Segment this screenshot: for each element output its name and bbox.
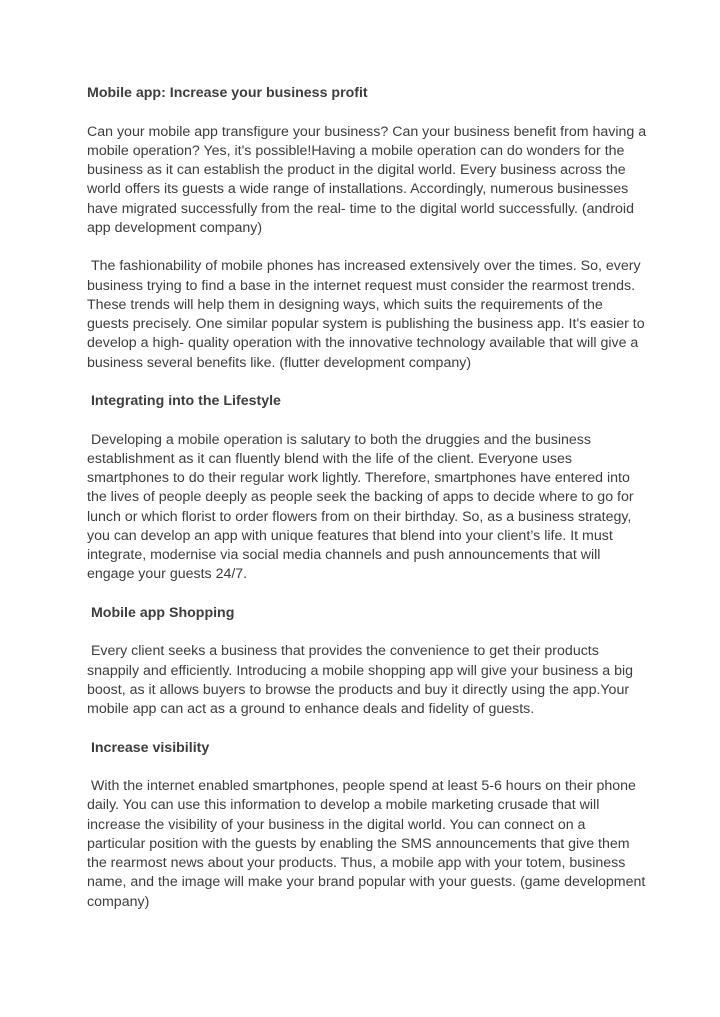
lifestyle-paragraph: Developing a mobile operation is salutary to both the druggies and the business establishment as it can fluently blend with the life of the client. Everyone uses smartphones to do their regular work lightly. Therefore, smartphones have entered into the lives of people deeply as people seek the backing of apps to decide where to go for lunch or which florist to order flowers from on their birthday. So, as a business strategy, you can develop an app with unique features that blend into your client’s life. It must integrate, modernise via social media channels and push announcements that will engage your guests 24/7. [87,431,638,583]
spacer [87,719,647,738]
shopping-heading: Mobile app Shopping [87,604,235,621]
spacer [87,411,647,430]
lifestyle-heading: Integrating into the Lifestyle [87,393,281,409]
spacer [87,238,647,257]
spacer [87,758,647,777]
spacer [87,373,647,392]
spacer [87,585,647,604]
shopping-paragraph: Every client seeks a business that provides the convenience to get their products snappily and efficiently. Introducing a mobile shopping app will give your business a big boost, as it allows buyers to browse the products and buy it directly using the app.Your mobile app can act as a ground to enhance deals and fidelity of guests. [87,643,637,717]
document-title: Mobile app: Increase your business profit [87,85,368,101]
spacer [87,103,647,122]
spacer [87,623,647,642]
visibility-paragraph: With the internet enabled smartphones, people spend at least 5-6 hours on their phone daily. You can use this information to develop a mobile marketing crusade that will increase the visibility of your business in the digital world. You can connect on a particular position with the guests by enabling the SMS announcements that give them the rearmost news about your products. Thus, a mobile app with your totem, business name, and the image will make your brand popular with your guests. (game development company) [87,778,650,910]
document-page [87,84,651,912]
intro-paragraph: Can your mobile app transfigure your business? Can your business benefit from having a mobile operation? Yes, it's possible!Having a mobile operation can do wonders for the business as it can establish the product in the digital world. Every business across the world offers its guests a wide range of installations. Accordingly, numerous businesses have migrated successfully from the real- time to the digital world successfully. (android app development company) [87,123,651,236]
fashion-paragraph: The fashionability of mobile phones has increased extensively over the times. So, every business trying to find a base in the internet request must consider the rearmost trends. These trends will help them in designing ways, which suits the requirements of the guests precisely. One similar popular system is publishing the business app. It's easier to develop a high- quality operation with the innovative technology available that will give a business several benefits like. (flutter development company) [87,258,649,371]
visibility-heading: Increase visibility [87,739,210,756]
